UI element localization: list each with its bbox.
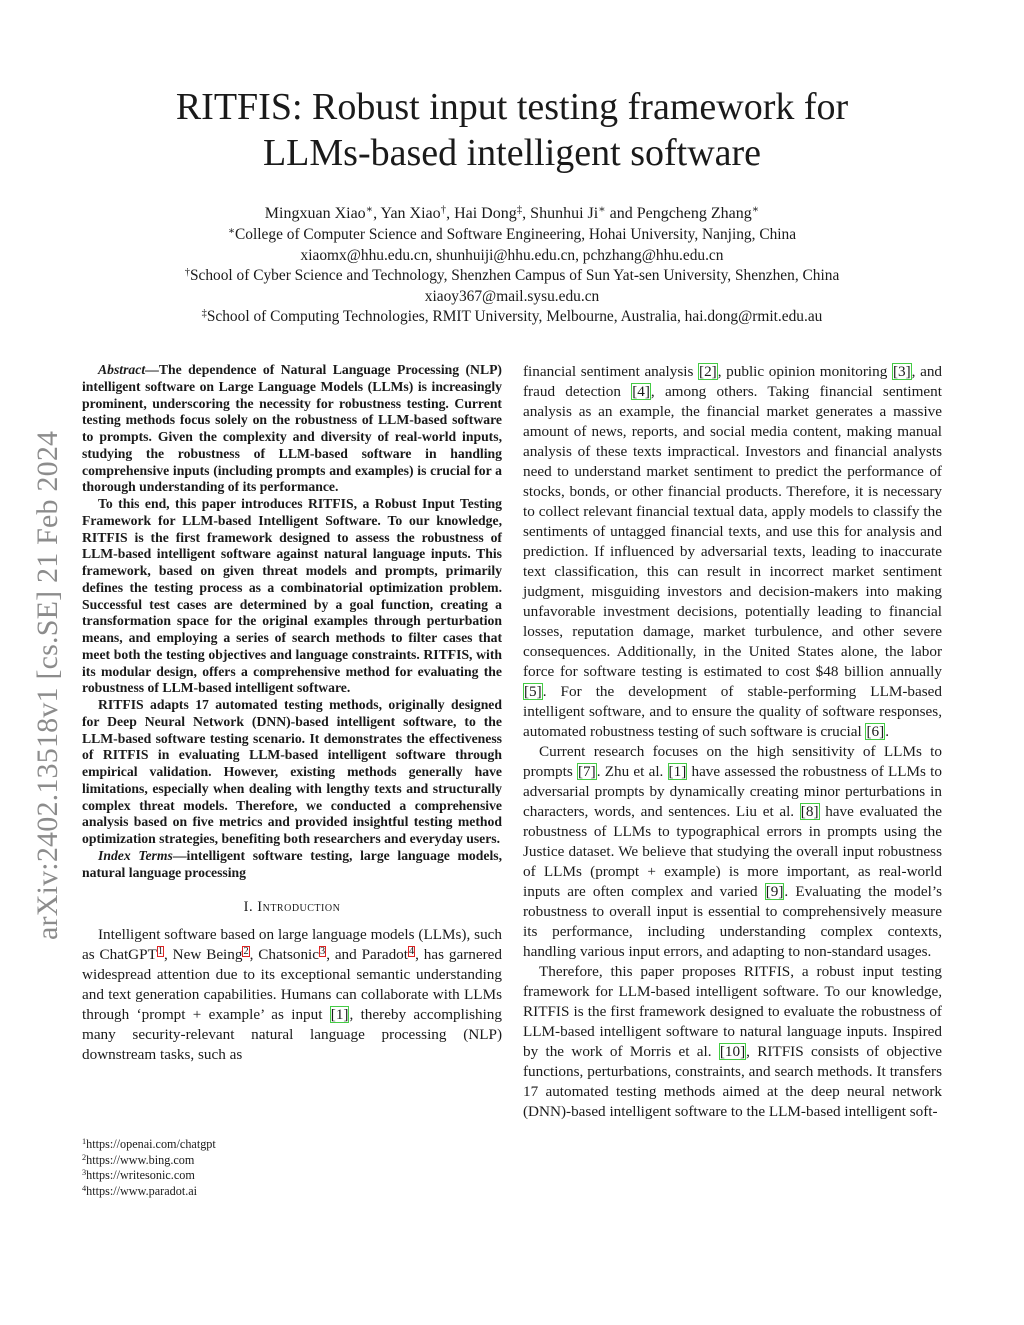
citation-link[interactable]: [7] bbox=[578, 763, 596, 780]
abstract-paragraph: Abstract—The dependence of Natural Language Processing (NLP) intelligent software on Large Language Models (LLMs) is increasingly prominent, underscoring the necessity for robustness testing. Current testing methods focus solely on the robustness of LLM-based software to prompts. Given the complexity and diversity of real-world inputs, studying the robustness of LLM-based software in handling comprehensive inputs (including prompts and examples) is crucial for a thorough understanding of its performance. bbox=[82, 362, 502, 495]
citation-link[interactable]: [6] bbox=[866, 723, 885, 740]
affiliation-1 bbox=[100, 225, 924, 246]
body-paragraph: Therefore, this paper proposes RITFIS, a robust input testing framework for LLM-based intelligent software. To our knowledge, RITFIS is the first framework designed to evaluate the robustness of LLM-based intelligent software to natural language inputs. Inspired by the work of Morris et al. [10], RITFIS consists of objective functions, perturbations, constraints, and search methods. It transfers 17 automated testing methods aimed at the deep neural network (DNN)-based intelligent software to the LLM-based intelligent soft- bbox=[523, 963, 942, 1120]
affiliation-2 bbox=[100, 266, 924, 287]
index-terms-text: intelligent software testing, large language models, natural language processing bbox=[82, 847, 502, 880]
author-mark: ‡ bbox=[516, 203, 523, 216]
right-column bbox=[523, 362, 942, 1122]
author-mark: ∗ bbox=[598, 203, 606, 216]
affiliation-mark: † bbox=[184, 266, 190, 278]
abstract-paragraph: RITFIS adapts 17 automated testing methods, originally designed for Deep Neural Network (DNN)-based intelligent software, to the LLM-based software testing scenario. It demonstrates the effectiveness of RITFIS in evaluating LLM-based intelligent software through empirical validation. However, existing methods generally have limitations, especially when dealing with lengthy texts and structurally complex threat models. Therefore, we conducted a comprehensive analysis based on five metrics and provided insightful testing method optimization strategies, benefiting both researchers and everyday users. bbox=[82, 697, 502, 846]
footnote: $^3$https://writesonic.com bbox=[82, 1168, 195, 1183]
author-names: Mingxuan Xiao∗, Yan Xiao†, Hai Dong‡, Shunhui Ji∗ and Pengcheng Zhang∗ bbox=[264, 203, 760, 222]
section-heading bbox=[82, 897, 502, 917]
citation-link[interactable]: [1] bbox=[668, 763, 687, 780]
paper-title bbox=[100, 84, 924, 176]
affiliation-3 bbox=[100, 307, 924, 328]
author-name: Mingxuan Xiao bbox=[264, 205, 366, 222]
affiliation-1-emails: xiaomx@hhu.edu.cn, shunhuiji@hhu.edu.cn, pchzhang@hhu.edu.cn bbox=[300, 246, 724, 264]
abstract-text: The dependence of Natural Language Processing (NLP) intelligent software on Large Language Models (LLMs) is increasingly prominent, underscoring the necessity for robustness testing. Current testing methods focus solely on the robustness of LLM-based software to prompts. Given the complexity and diversity of real-world inputs, studying the robustness of LLM-based software in handling comprehensive inputs (including prompts and examples) is crucial for a thorough understanding of its performance. bbox=[82, 362, 502, 495]
citation-link[interactable]: [3] bbox=[892, 363, 911, 380]
author-mark: ∗ bbox=[365, 203, 374, 216]
arxiv-identifier: arXiv:2402.13518v1 [cs.SE] 21 Feb 2024 bbox=[31, 430, 64, 940]
abstract bbox=[82, 362, 502, 881]
footnote-ref[interactable]: 2 bbox=[243, 945, 249, 957]
affiliation-text: School of Computing Technologies, RMIT University, Melbourne, Australia, hai.dong@rmit.edu.au bbox=[206, 308, 823, 326]
footnote-link[interactable]: https://writesonic.com bbox=[86, 1168, 195, 1183]
body-paragraph: Intelligent software based on large language models (LLMs), such as ChatGPT$^1$, New Being$^2$, Chatsonic$^3$, and Paradot$^4$, has garnered widespread attention due to its exceptional semantic understanding and text generation capabilities. Humans can collaborate with LLMs through ‘prompt + example’ as input [1], thereby accomplishing many security-relevant natural language processing (NLP) downstream tasks, such as bbox=[82, 926, 502, 1064]
author-block bbox=[100, 203, 924, 328]
left-column bbox=[82, 362, 502, 1065]
footnotes bbox=[82, 1137, 502, 1199]
author-name: Pengcheng Zhang bbox=[636, 205, 752, 222]
citation-link[interactable]: [1] bbox=[330, 1006, 349, 1024]
footnote-link[interactable]: https://www.bing.com bbox=[86, 1152, 195, 1167]
body-paragraph: financial sentiment analysis [2], public opinion monitoring [3], and fraud detection [4], among others. Taking financial sentiment analysis as an example, the financial market generates a massive amount of news, reports, and social media content, making manual analysis of these texts impractical. Investors and financial analysts need to understand market sentiment to predict the performance of stocks, bonds, or other financial products. Therefore, it is necessary to collect relevant financial textual data, apply models to classify the sentiments of untagged financial texts, and use this for analysis and prediction. If influenced by adversarial texts, leading to inaccurate text classification, this can result in incorrect market sentiment judgment, misguiding investors and decision-makers into making unfavorable investment decisions, potentially leading to financial losses, reputation damage, market turbulence, and other severe consequences. Additionally, in the United States alone, the labor force for software testing is estimated to cost $48 billion annually [5]. For the development of stable-performing LLM-based intelligent software, and to ensure the quality of software responses, automated robustness testing of such software is crucial [6]. bbox=[523, 363, 943, 740]
citation-link[interactable]: [4] bbox=[632, 383, 650, 400]
author-name: Yan Xiao bbox=[380, 205, 441, 222]
citation-link[interactable]: [10] bbox=[719, 1043, 746, 1060]
footnote-ref[interactable]: 4 bbox=[408, 945, 415, 957]
abstract-label: Abstract bbox=[98, 362, 146, 377]
intro-left bbox=[82, 925, 502, 1065]
abstract-paragraph: To this end, this paper introduces RITFIS, a Robust Input Testing Framework for LLM-based Intelligent Software. To our knowledge, RITFIS is the first framework designed to assess the robustness of LLM-based intelligent software against natural language inputs. This framework, based on given threat models and prompts, primarily defines the testing process as a combinatorial optimization problem. Successful test cases are determined by a goal function, creating a transformation space for the original examples through perturbation means, and employing a series of search methods to filter cases that meet both the testing objectives and language constraints. RITFIS, with its modular design, offers a comprehensive method for evaluating the robustness of LLM-based intelligent software. bbox=[82, 496, 502, 696]
body-paragraph: Current research focuses on the high sensitivity of LLMs to prompts [7]. Zhu et al. [1] have assessed the robustness of LLMs to adversarial prompts by dynamically creating minor perturbations in characters, words, and sentences. Liu et al. [8] have evaluated the robustness of LLMs to typographical errors in prompts using the Justice dataset. We believe that studying the overall input robustness of LLMs (prompt + example) is more important, as real-world inputs are often complex and varied [9]. Evaluating the model’s robustness to overall input is essential to comprehensively measure its performance, including understanding complex contexts, handling various input errors, and adapting to non-standard usages. bbox=[523, 743, 942, 960]
affiliation-text: College of Computer Science and Software Engineering, Hohai University, Nanjing, China bbox=[235, 226, 797, 243]
citation-link[interactable]: [9] bbox=[765, 883, 784, 900]
author-mark: † bbox=[440, 203, 447, 216]
footnote: $^1$https://openai.com/chatgpt bbox=[82, 1136, 216, 1151]
author-name: Hai Dong bbox=[454, 205, 517, 222]
citation-link[interactable]: [5] bbox=[524, 683, 542, 700]
affiliation-2-emails: xiaoy367@mail.sysu.edu.cn bbox=[424, 287, 600, 305]
section-title: Introduction bbox=[257, 899, 341, 916]
title-line-1: RITFIS: Robust input testing framework for bbox=[175, 86, 849, 128]
title-line-2: LLMs-based intelligent software bbox=[262, 132, 762, 174]
footnote-ref[interactable]: 3 bbox=[320, 945, 326, 957]
affiliation-mark: ‡ bbox=[201, 308, 207, 320]
index-terms-label: Index Terms bbox=[98, 847, 173, 863]
index-terms: Index Terms—intelligent software testing, large language models, natural language processing bbox=[82, 847, 502, 880]
footnote-link[interactable]: https://www.paradot.ai bbox=[86, 1183, 198, 1198]
footnote-link[interactable]: https://openai.com/chatgpt bbox=[86, 1137, 216, 1151]
affiliation-mark: ∗ bbox=[227, 225, 236, 237]
author-mark: ∗ bbox=[751, 203, 760, 216]
footnote: $^2$https://www.bing.com bbox=[82, 1152, 195, 1167]
footnote-ref[interactable]: 1 bbox=[157, 945, 164, 957]
affiliation-text: School of Cyber Science and Technology, Shenzhen Campus of Sun Yat-sen University, Shenzhen, China bbox=[189, 267, 840, 285]
citation-link[interactable]: [8] bbox=[800, 803, 819, 820]
author-name: Shunhui Ji bbox=[530, 205, 599, 222]
citation-link[interactable]: [2] bbox=[699, 363, 717, 380]
footnote: $^4$https://www.paradot.ai bbox=[82, 1183, 198, 1198]
section-number: I. bbox=[243, 899, 254, 916]
